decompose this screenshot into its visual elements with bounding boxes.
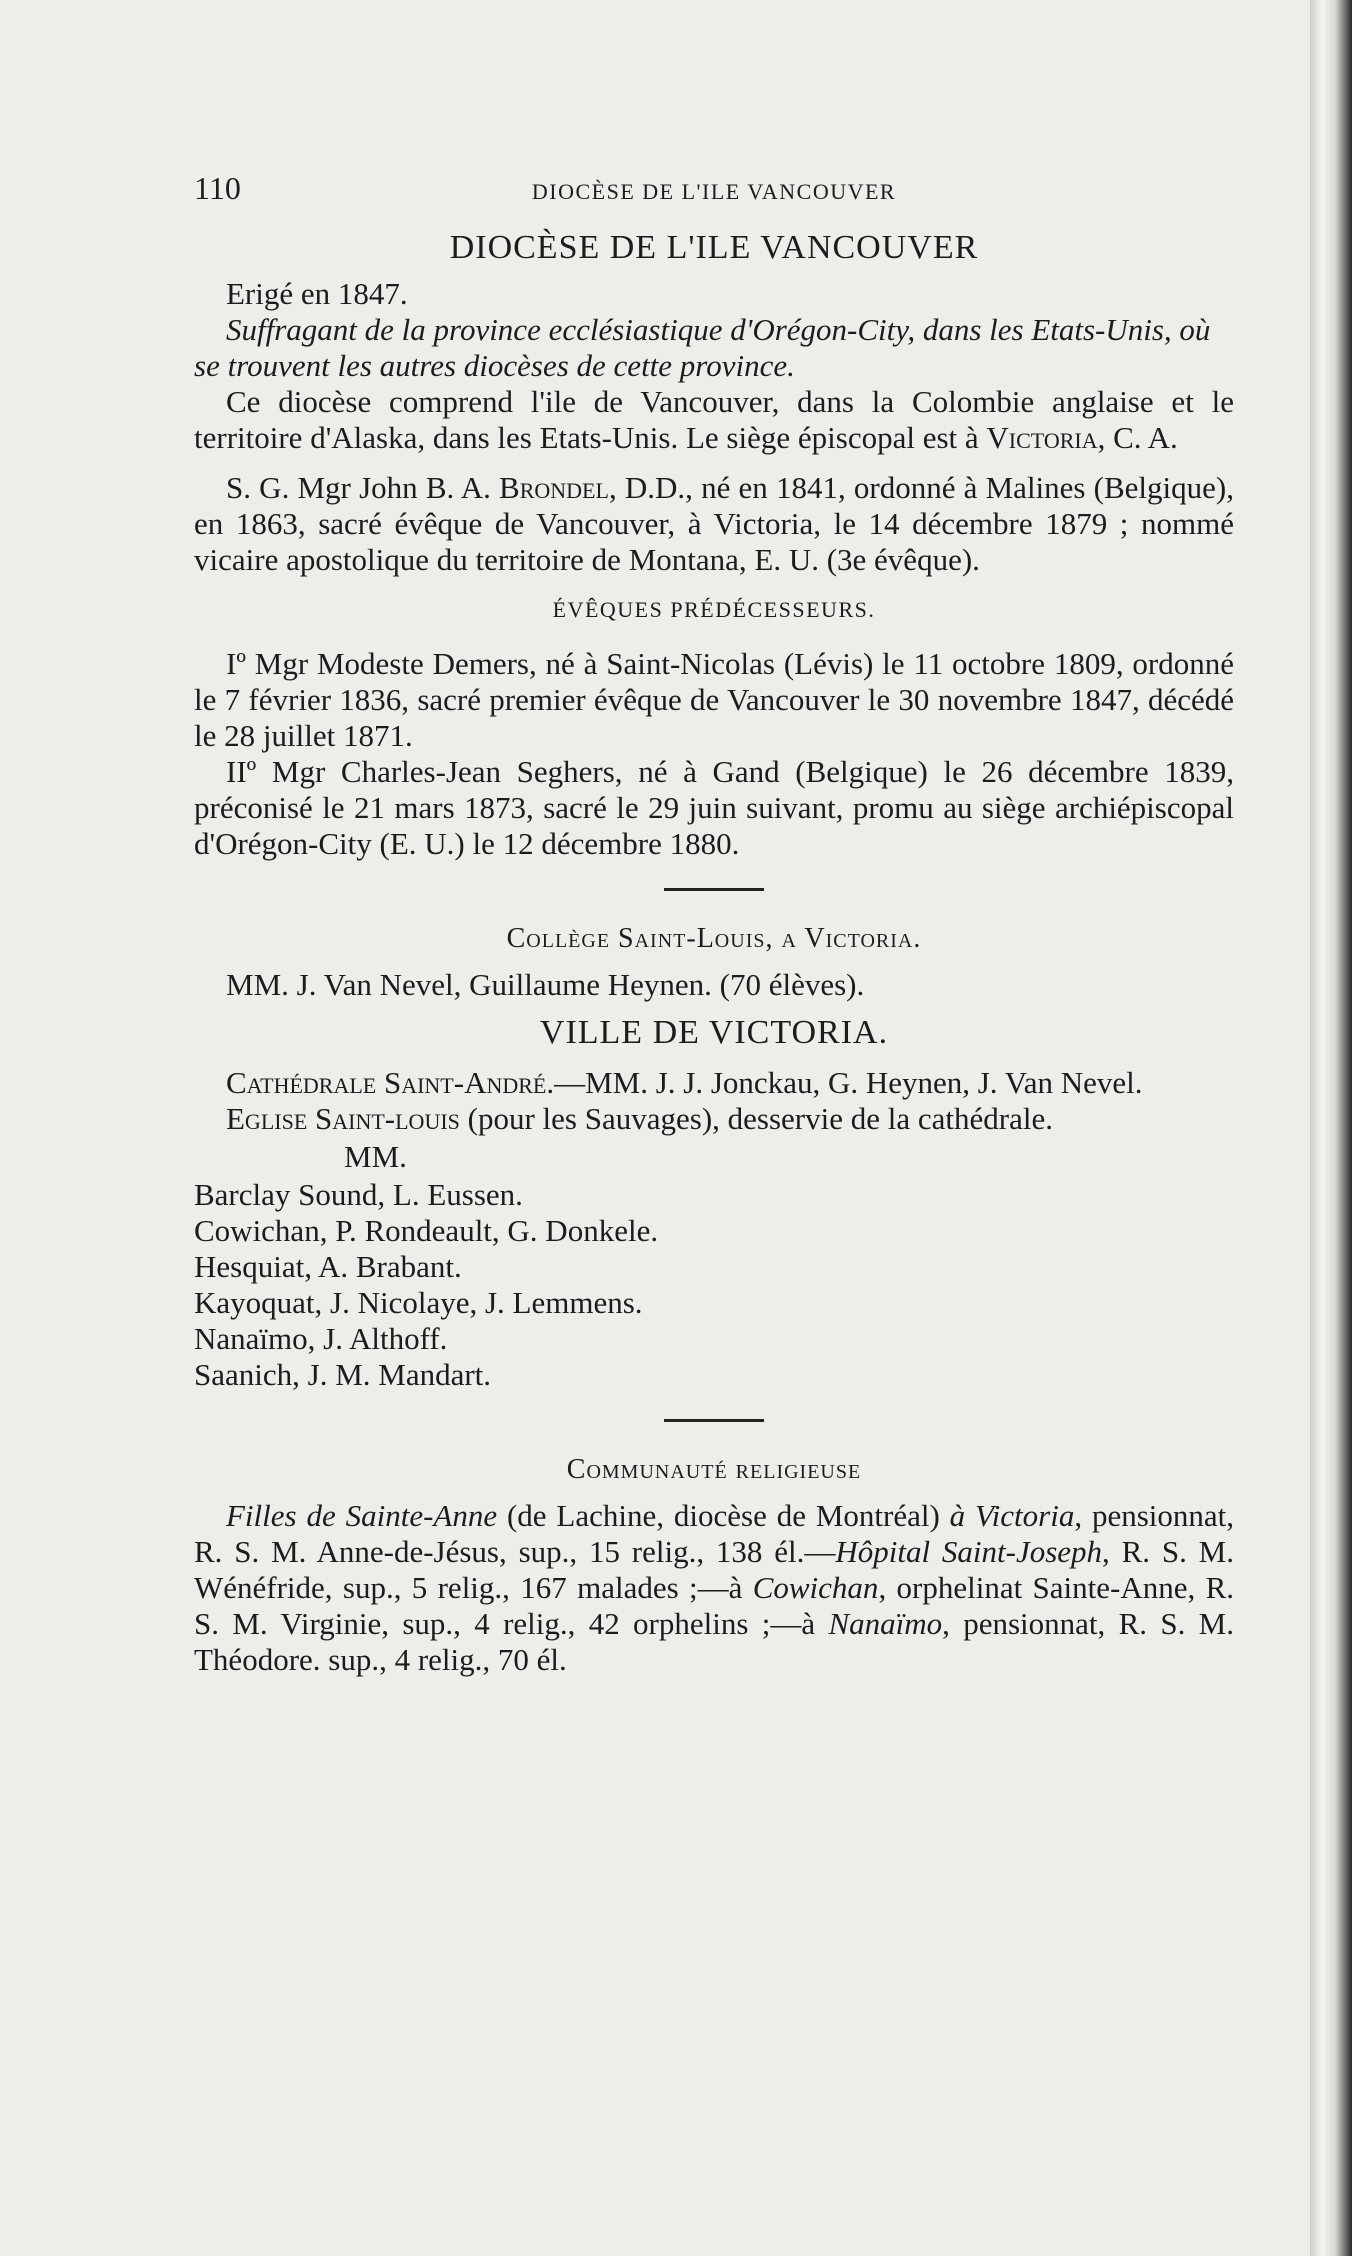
see-city: Victoria [986,420,1098,455]
mission-item: Kayoquat, J. Nicolaye, J. Lemmens. [194,1285,643,1320]
eglise-paragraph: Eglise Saint-louis (pour les Sauvages), desservie de la cathédrale. [226,1101,1053,1136]
page-edge [1310,0,1352,2256]
mission-item: Barclay Sound, L. Eussen. [194,1177,523,1212]
communaute-paragraph: Filles de Sainte-Anne (de Lachine, diocèse de Montréal) à Victoria, pensionnat, R. S. M. Anne-de-Jésus, sup., 15 relig., 138 él.—Hôpital Saint-Joseph, R. S. M. Wénéfride, sup., 5 relig., 167 malades ;—à Cowichan, orphelinat Sainte-Anne, R. S. M. Virginie, sup., 4 relig., 42 orphelins ;—à Nanaïmo, pensionnat, R. S. M. Théodore. sup., 4 relig., 70 él. [194,1498,1235,1677]
running-title: DIOCÈSE DE L'ILE VANCOUVER [531,179,897,204]
bishop-name: Brondel [499,470,609,505]
ville-title: VILLE DE VICTORIA. [539,1014,889,1051]
page-content [194,170,1234,1678]
mission-item: Hesquiat, A. Brabant. [194,1249,462,1284]
mission-item: Saanich, J. M. Mandart. [194,1357,492,1392]
college-staff: MM. J. Van Nevel, Guillaume Heynen. (70 élèves). [226,967,865,1002]
bishop-paragraph: S. G. Mgr John B. A. Brondel, D.D., né en 1841, ordonné à Malines (Belgique), en 1863, sacré évêque de Vancouver, à Victoria, le 14 décembre 1879 ; nommé vicaire apostolique du territoire de Montana, E. U. (3e évêque). [194,470,1234,577]
cathedrale-label: Cathédrale Saint-André [226,1065,547,1100]
diocese-description: Ce diocèse comprend l'ile de Vancouver, dans la Colombie anglaise et le territoire d'Alaska, dans les Etats-Unis. Le siège épiscopal est à Victoria, C. A. [194,384,1234,455]
diocese-title: DIOCÈSE DE L'ILE VANCOUVER [449,229,979,266]
suffragant-paragraph: Suffragant de la province ecclésiastique d'Orégon-City, dans les Etats-Unis, où se trouvent les autres diocèses de cette province. [194,312,1211,383]
predecessor-2: IIº Mgr Charles-Jean Seghers, né à Gand (Belgique) le 26 décembre 1839, préconisé le 21 mars 1873, sacré le 29 juin suivant, promu au siège archiépiscopal d'Orégon-City (E. U.) le 12 décembre 1880. [194,754,1234,861]
predecessor-1: Iº Mgr Modeste Demers, né à Saint-Nicolas (Lévis) le 11 octobre 1809, ordonné le 7 février 1836, sacré premier évêque de Vancouver le 30 novembre 1847, décédé le 28 juillet 1871. [194,646,1234,753]
running-header [194,170,1234,210]
mission-item: Cowichan, P. Rondeault, G. Donkele. [194,1213,659,1248]
section-divider [664,888,764,891]
communaute-heading: Communauté religieuse [566,1454,862,1485]
page-number: 110 [194,170,241,206]
erige-line: Erigé en 1847. [226,276,408,311]
mm-label: MM. [344,1139,407,1174]
college-heading: Collège Saint-Louis, a Victoria. [506,923,922,954]
section-divider [664,1419,764,1422]
cathedrale-paragraph: Cathédrale Saint-André.—MM. J. J. Jonckau, G. Heynen, J. Van Nevel. [226,1065,1143,1100]
predecessors-heading: ÉVÊQUES PRÉDÉCESSEURS. [552,597,876,622]
mission-item: Nanaïmo, J. Althoff. [194,1321,448,1356]
eglise-label: Eglise Saint-louis [226,1101,460,1136]
